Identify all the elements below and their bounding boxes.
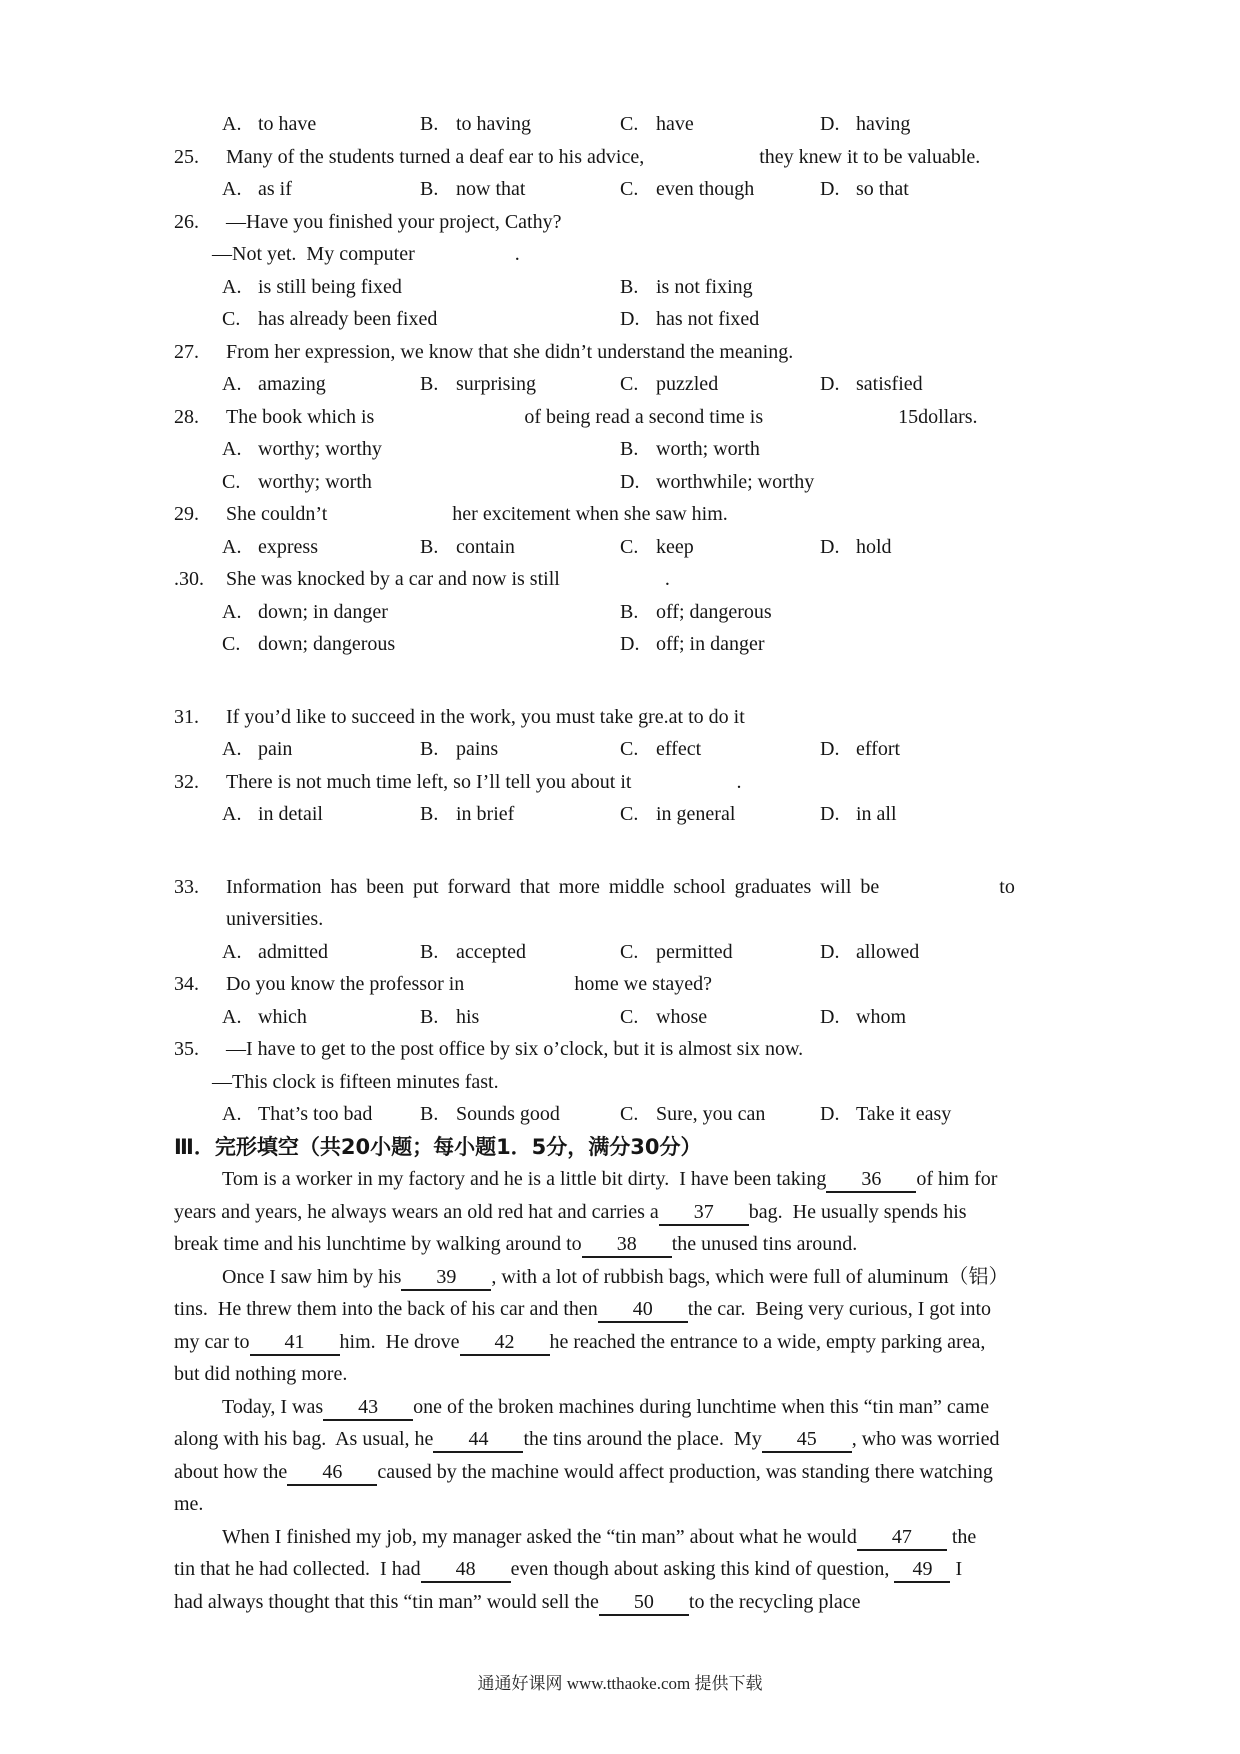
question-32 [174, 766, 1082, 799]
option-letter: A. [222, 1005, 242, 1028]
option-a [222, 368, 326, 401]
option-b [620, 433, 760, 466]
option-letter: B. [420, 1103, 439, 1125]
cloze-line [174, 1391, 1082, 1424]
option-letter: D. [820, 803, 840, 825]
text-run: tin that he had collected. I had [174, 1558, 421, 1580]
option-text: pains [456, 738, 499, 760]
options-row [174, 271, 1082, 304]
question-continuation [174, 238, 1082, 271]
text-run: the [946, 1525, 977, 1548]
text-run: bag. He usually spends his [748, 1200, 967, 1223]
option-text: worthwhile; worthy [656, 470, 815, 493]
option-text: whom [856, 1005, 906, 1028]
option-text: worth; worth [656, 438, 760, 460]
option-text: which [258, 1005, 307, 1028]
question-number: 32. [174, 770, 199, 793]
question-continuation [174, 1066, 1082, 1099]
option-text: to having [456, 113, 531, 135]
option-letter: D. [820, 738, 840, 760]
option-text: Sure, you can [656, 1103, 766, 1125]
footer-credit: 通通好课网 www.tthaoke.com 提供下载 [477, 1674, 763, 1693]
option-letter: C. [620, 738, 639, 760]
exam-body [174, 108, 1082, 1618]
text-run: —Have you finished your project, Cathy? [226, 210, 562, 233]
option-letter: D. [820, 373, 840, 395]
question-number: 26. [174, 210, 199, 233]
option-letter: C. [222, 470, 241, 493]
text-run: along with his bag. As usual, he [174, 1428, 434, 1450]
option-text: express [258, 535, 318, 558]
options-row [174, 1098, 1082, 1131]
text-run: Do you know the professor in [226, 973, 465, 995]
option-a [222, 531, 318, 564]
option-letter: D. [820, 535, 840, 558]
option-text: as if [258, 178, 292, 200]
text-run: had always thought that this “tin man” would sell the [174, 1590, 599, 1613]
option-b [420, 173, 525, 206]
text-run: Information has been put forward that more middle school graduates will be [226, 875, 880, 898]
option-d [820, 173, 909, 206]
option-b [420, 368, 536, 401]
option-letter: D. [820, 113, 840, 135]
option-letter: C. [620, 1005, 639, 1028]
option-letter: B. [620, 275, 639, 298]
option-text: even though [656, 178, 755, 200]
option-letter: A. [222, 438, 242, 460]
option-c [620, 1001, 707, 1034]
option-text: whose [656, 1005, 708, 1028]
text-run: , who was worried [851, 1428, 1000, 1450]
option-d [820, 531, 892, 564]
text-run: When I finished my job, my manager asked the “tin man” about what he would [222, 1525, 857, 1548]
options-row [174, 531, 1082, 564]
option-d [820, 733, 900, 766]
options-row [174, 368, 1082, 401]
option-text: down; in danger [258, 600, 388, 623]
question-31 [174, 701, 1082, 734]
option-letter: B. [420, 535, 439, 558]
option-letter: D. [620, 470, 640, 493]
option-c [620, 733, 701, 766]
option-a [222, 108, 316, 141]
blank-gap-row [174, 661, 1082, 701]
cloze-blank-41: 41 [250, 1330, 340, 1356]
option-letter: C. [620, 113, 639, 135]
option-a [222, 271, 402, 304]
text-run: The book which is [226, 405, 375, 428]
text-run: Many of the students turned a deaf ear to his advice, [226, 145, 645, 168]
option-letter: C. [620, 535, 639, 558]
option-d [820, 1001, 906, 1034]
cloze-blank-46: 46 [287, 1460, 377, 1486]
cloze-line [174, 1196, 1082, 1229]
options-row [174, 108, 1082, 141]
option-text: having [856, 113, 911, 135]
option-text: has already been fixed [258, 308, 438, 330]
option-letter: C. [222, 633, 241, 655]
text-run: universities. [226, 908, 324, 930]
option-text: off; in danger [656, 633, 765, 655]
text-run: —Not yet. My computer [212, 243, 415, 265]
option-text: have [656, 113, 694, 135]
cloze-blank-37: 37 [659, 1200, 749, 1226]
text-run: tins. He threw them into the back of his car and then [174, 1298, 598, 1320]
cloze-line [174, 1488, 1082, 1521]
text-run: —This clock is fifteen minutes fast. [212, 1070, 499, 1093]
cloze-line [174, 1261, 1082, 1294]
option-text: satisfied [856, 373, 923, 395]
option-text: in general [656, 803, 736, 825]
option-letter: D. [620, 633, 640, 655]
option-text: pain [258, 738, 293, 760]
text-run: Once I saw him by his [222, 1265, 402, 1288]
option-c [620, 108, 694, 141]
option-letter: C. [620, 373, 639, 395]
text-run: years and years, he always wears an old red hat and carries a [174, 1200, 659, 1223]
option-c [222, 628, 395, 661]
text-run: —I have to get to the post office by six o’clock, but it is almost six now. [226, 1038, 804, 1060]
option-b [620, 596, 772, 629]
option-text: effect [656, 738, 702, 760]
option-text: effort [856, 738, 901, 760]
cloze-blank-50: 50 [599, 1590, 689, 1616]
option-text: down; dangerous [258, 633, 396, 655]
option-letter: B. [420, 940, 439, 963]
option-text: in brief [456, 803, 515, 825]
option-c [222, 303, 437, 336]
option-text: is still being fixed [258, 275, 402, 298]
cloze-blank-39: 39 [401, 1265, 491, 1291]
question-25 [174, 141, 1082, 174]
cloze-line [174, 1358, 1082, 1391]
text-run: the tins around the place. My [523, 1428, 762, 1450]
text-run: From her expression, we know that she didn’t understand the meaning. [226, 340, 794, 363]
cloze-blank-45: 45 [762, 1427, 852, 1453]
option-text: permitted [656, 940, 733, 963]
options-row [174, 1001, 1082, 1034]
question-number: .30. [174, 568, 204, 590]
text-run: If you’d like to succeed in the work, you must take gre.at to do it [226, 705, 745, 728]
option-letter: B. [420, 803, 439, 825]
option-c [620, 531, 694, 564]
cloze-line [174, 1326, 1082, 1359]
cloze-blank-47: 47 [857, 1525, 947, 1551]
option-c [620, 1098, 765, 1131]
option-letter: B. [420, 738, 439, 760]
options-row [174, 173, 1082, 206]
text-run: even though about asking this kind of question, [510, 1558, 895, 1580]
option-a [222, 596, 388, 629]
option-letter: C. [620, 178, 639, 200]
question-28 [174, 401, 1082, 434]
option-letter: A. [222, 178, 242, 200]
option-c [620, 173, 754, 206]
option-text: contain [456, 535, 515, 558]
cloze-line [174, 1553, 1082, 1586]
cloze-blank-49: 49 [894, 1557, 950, 1583]
option-letter: D. [820, 1005, 840, 1028]
option-a [222, 798, 323, 831]
option-text: allowed [856, 940, 920, 963]
options-row [174, 433, 1082, 466]
option-letter: A. [222, 940, 242, 963]
cloze-line [174, 1586, 1082, 1619]
option-text: now that [456, 178, 526, 200]
text-run: him. He drove [339, 1330, 460, 1353]
text-run: one of the broken machines during lunchtime when this “tin man” came [413, 1395, 990, 1418]
option-b [620, 271, 753, 304]
question-29 [174, 498, 1082, 531]
text-run: , with a lot of rubbish bags, which were full of aluminum（铝） [491, 1265, 1009, 1288]
options-row [174, 628, 1082, 661]
question-27 [174, 336, 1082, 369]
text-run: but did nothing more. [174, 1363, 348, 1385]
option-text: admitted [258, 940, 328, 963]
option-text: That’s too bad [258, 1103, 373, 1125]
text-run: She couldn’t [226, 503, 328, 525]
cloze-blank-48: 48 [421, 1557, 511, 1583]
option-text: his [456, 1005, 480, 1028]
text-run: to the recycling place [688, 1590, 861, 1613]
option-text: to have [258, 113, 317, 135]
option-letter: C. [620, 803, 639, 825]
cloze-blank-43: 43 [323, 1395, 413, 1421]
option-b [420, 936, 526, 969]
option-text: has not fixed [656, 308, 760, 330]
option-letter: B. [620, 600, 639, 623]
option-text: accepted [456, 940, 526, 963]
option-letter: B. [420, 1005, 439, 1028]
text-run: of him for [916, 1168, 998, 1190]
question-number: 31. [174, 705, 199, 728]
option-text: Sounds good [456, 1103, 560, 1125]
option-a [222, 936, 328, 969]
option-letter: C. [222, 308, 241, 330]
question-number: 29. [174, 503, 199, 525]
option-b [420, 1001, 479, 1034]
text-run: of being read a second time is [524, 405, 764, 428]
text-run: Today, I was [222, 1395, 324, 1418]
option-b [420, 531, 515, 564]
option-text: is not fixing [656, 275, 753, 298]
option-c [620, 798, 735, 831]
option-c [222, 466, 372, 499]
text-run: about how the [174, 1460, 288, 1483]
option-d [820, 1098, 951, 1131]
option-text: hold [856, 535, 892, 558]
text-run: Tom is a worker in my factory and he is a little bit dirty. I have been taking [222, 1168, 827, 1190]
text-run: . [664, 568, 670, 590]
option-letter: B. [420, 373, 439, 395]
options-row [174, 936, 1082, 969]
option-letter: A. [222, 535, 242, 558]
option-d [820, 798, 897, 831]
option-d [620, 303, 759, 336]
question-number: 25. [174, 145, 199, 168]
option-letter: B. [420, 113, 439, 135]
option-letter: A. [222, 275, 242, 298]
text-run: She was knocked by a car and now is still [226, 568, 560, 590]
option-letter: A. [222, 373, 242, 395]
cloze-blank-38: 38 [582, 1232, 672, 1258]
option-text: worthy; worthy [258, 438, 382, 460]
options-row [174, 466, 1082, 499]
cloze-line [174, 1163, 1082, 1196]
section-heading: Ⅲ．完形填空（共20小题；每小题1．5分，满分30分） [174, 1134, 702, 1159]
option-a [222, 733, 292, 766]
options-row [174, 798, 1082, 831]
text-run: caused by the machine would affect production, was standing there watching [377, 1460, 993, 1483]
option-a [222, 433, 382, 466]
option-d [620, 628, 765, 661]
cloze-blank-42: 42 [460, 1330, 550, 1356]
text-run: . [736, 770, 742, 793]
cloze-line [174, 1456, 1082, 1489]
question-35 [174, 1033, 1082, 1066]
option-letter: C. [620, 940, 639, 963]
option-d [820, 936, 919, 969]
option-text: amazing [258, 373, 326, 395]
text-run: me. [174, 1493, 204, 1515]
text-run: I [950, 1558, 963, 1580]
cloze-line [174, 1521, 1082, 1554]
option-letter: D. [820, 178, 840, 200]
option-b [420, 733, 498, 766]
option-text: worthy; worth [258, 470, 372, 493]
options-row [174, 303, 1082, 336]
option-letter: B. [620, 438, 639, 460]
text-run: he reached the entrance to a wide, empty parking area, [549, 1330, 986, 1353]
option-d [820, 108, 910, 141]
option-d [620, 466, 814, 499]
option-text: keep [656, 535, 694, 558]
question-number: 33. [174, 875, 199, 898]
option-letter: B. [420, 178, 439, 200]
option-b [420, 108, 531, 141]
text-run: the unused tins around. [671, 1233, 858, 1255]
option-letter: A. [222, 738, 242, 760]
text-run: 15dollars. [898, 405, 978, 428]
question-number: 34. [174, 973, 199, 995]
cloze-line [174, 1423, 1082, 1456]
option-a [222, 1001, 307, 1034]
cloze-line [174, 1228, 1082, 1261]
option-letter: C. [620, 1103, 639, 1125]
text-run: There is not much time left, so I’ll tell you about it [226, 770, 632, 793]
option-b [420, 1098, 560, 1131]
question-30 [174, 563, 1082, 596]
option-text: surprising [456, 373, 536, 395]
text-run: they knew it to be valuable. [759, 145, 981, 168]
text-run: the car. Being very curious, I got into [687, 1298, 992, 1320]
option-a [222, 173, 292, 206]
cloze-blank-40: 40 [598, 1297, 688, 1323]
option-text: puzzled [656, 373, 719, 395]
option-text: in all [856, 803, 897, 825]
option-letter: D. [820, 940, 840, 963]
option-letter: A. [222, 600, 242, 623]
question-33 [174, 871, 1082, 904]
cloze-line [174, 1293, 1082, 1326]
option-letter: A. [222, 113, 242, 135]
option-text: Take it easy [856, 1103, 952, 1125]
option-b [420, 798, 514, 831]
question-number: 35. [174, 1038, 199, 1060]
option-c [620, 368, 718, 401]
cloze-blank-36: 36 [826, 1167, 916, 1193]
question-number: 27. [174, 340, 199, 363]
text-run: . [514, 243, 520, 265]
option-text: in detail [258, 803, 323, 825]
question-34 [174, 968, 1082, 1001]
text-run: break time and his lunchtime by walking around to [174, 1233, 582, 1255]
option-c [620, 936, 733, 969]
option-text: so that [856, 178, 909, 200]
text-run: home we stayed? [574, 973, 713, 995]
option-letter: D. [620, 308, 640, 330]
options-row [174, 733, 1082, 766]
text-run: my car to [174, 1330, 250, 1353]
option-letter: A. [222, 803, 242, 825]
text-run: to [999, 875, 1015, 898]
text-run: her excitement when she saw him. [452, 503, 728, 525]
option-text: off; dangerous [656, 600, 772, 623]
question-continuation [174, 903, 1082, 936]
option-d [820, 368, 923, 401]
options-row [174, 596, 1082, 629]
option-a [222, 1098, 372, 1131]
question-26 [174, 206, 1082, 239]
cloze-blank-44: 44 [433, 1427, 523, 1453]
blank-gap-row [174, 831, 1082, 871]
option-letter: D. [820, 1103, 840, 1125]
option-letter: A. [222, 1103, 242, 1125]
question-number: 28. [174, 405, 199, 428]
